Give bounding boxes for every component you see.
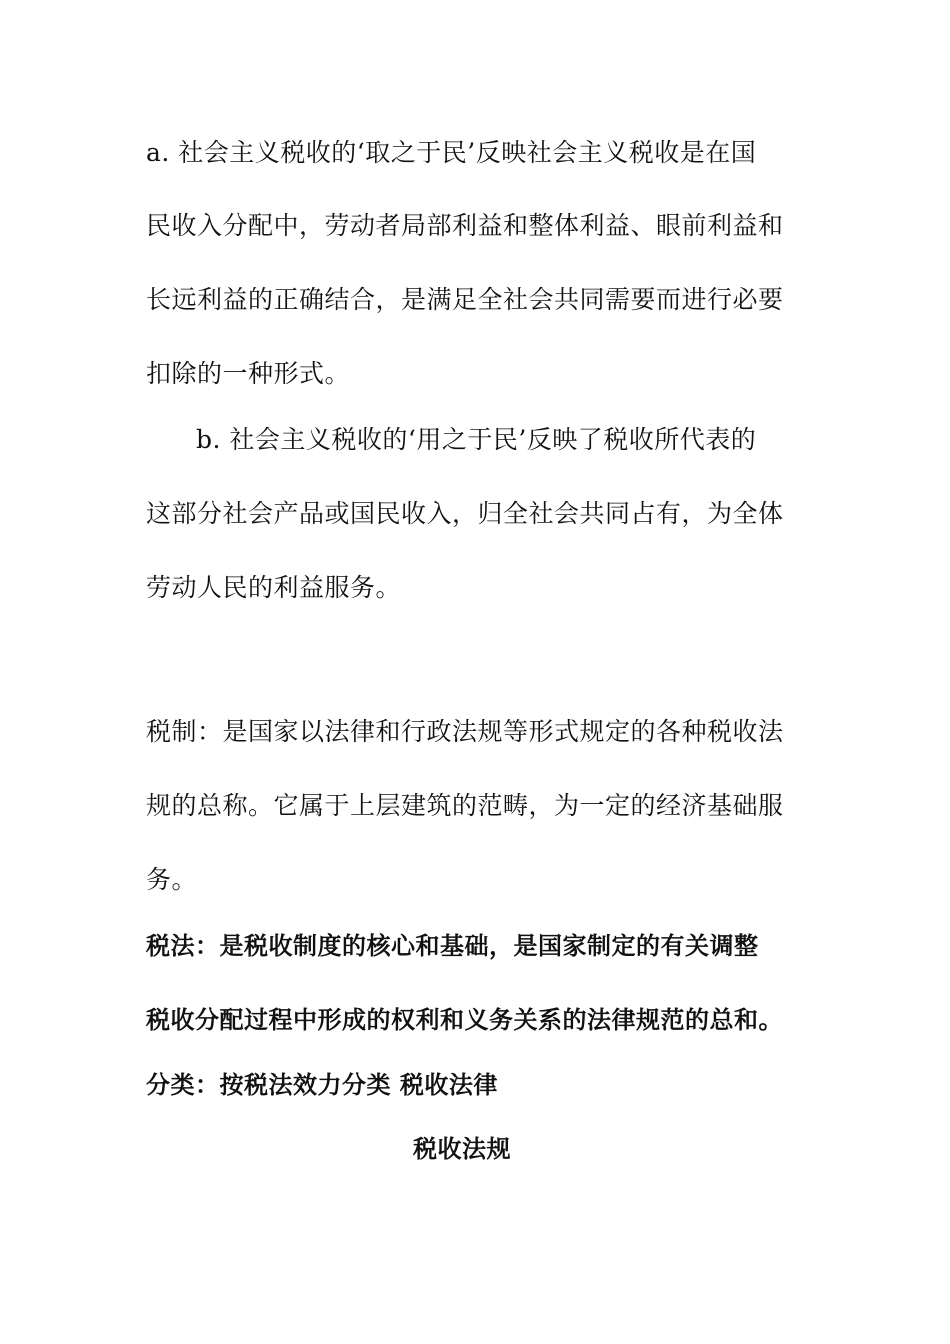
text-line: 民收入分配中，劳动者局部利益和整体利益、眼前利益和 bbox=[146, 211, 784, 240]
text-line: 规的总称。它属于上层建筑的范畴，为一定的经济基础服 bbox=[146, 791, 784, 820]
text-line: 税制：是国家以法律和行政法规等形式规定的各种税收法 bbox=[146, 717, 784, 746]
classification-sub-item: 税收法规 bbox=[413, 1135, 511, 1163]
text-line: 劳动人民的利益服务。 bbox=[146, 573, 402, 602]
text-line: a. 社会主义税收的‘取之于民’反映社会主义税收是在国 bbox=[146, 138, 757, 167]
text-line: 税法：是税收制度的核心和基础，是国家制定的有关调整 bbox=[146, 932, 759, 960]
text-line: 这部分社会产品或国民收入，归全社会共同占有，为全体 bbox=[146, 499, 784, 528]
text-line: 税收分配过程中形成的权利和义务关系的法律规范的总和。 bbox=[146, 1006, 783, 1034]
text-line: 长远利益的正确结合，是满足全社会共同需要而进行必要 bbox=[146, 285, 784, 314]
text-line: 扣除的一种形式。 bbox=[146, 359, 351, 388]
text-line: 务。 bbox=[146, 865, 198, 894]
text-line: b. 社会主义税收的‘用之于民’反映了税收所代表的 bbox=[196, 425, 757, 454]
classification-line: 分类：按税法效力分类 税收法律 bbox=[146, 1071, 498, 1099]
